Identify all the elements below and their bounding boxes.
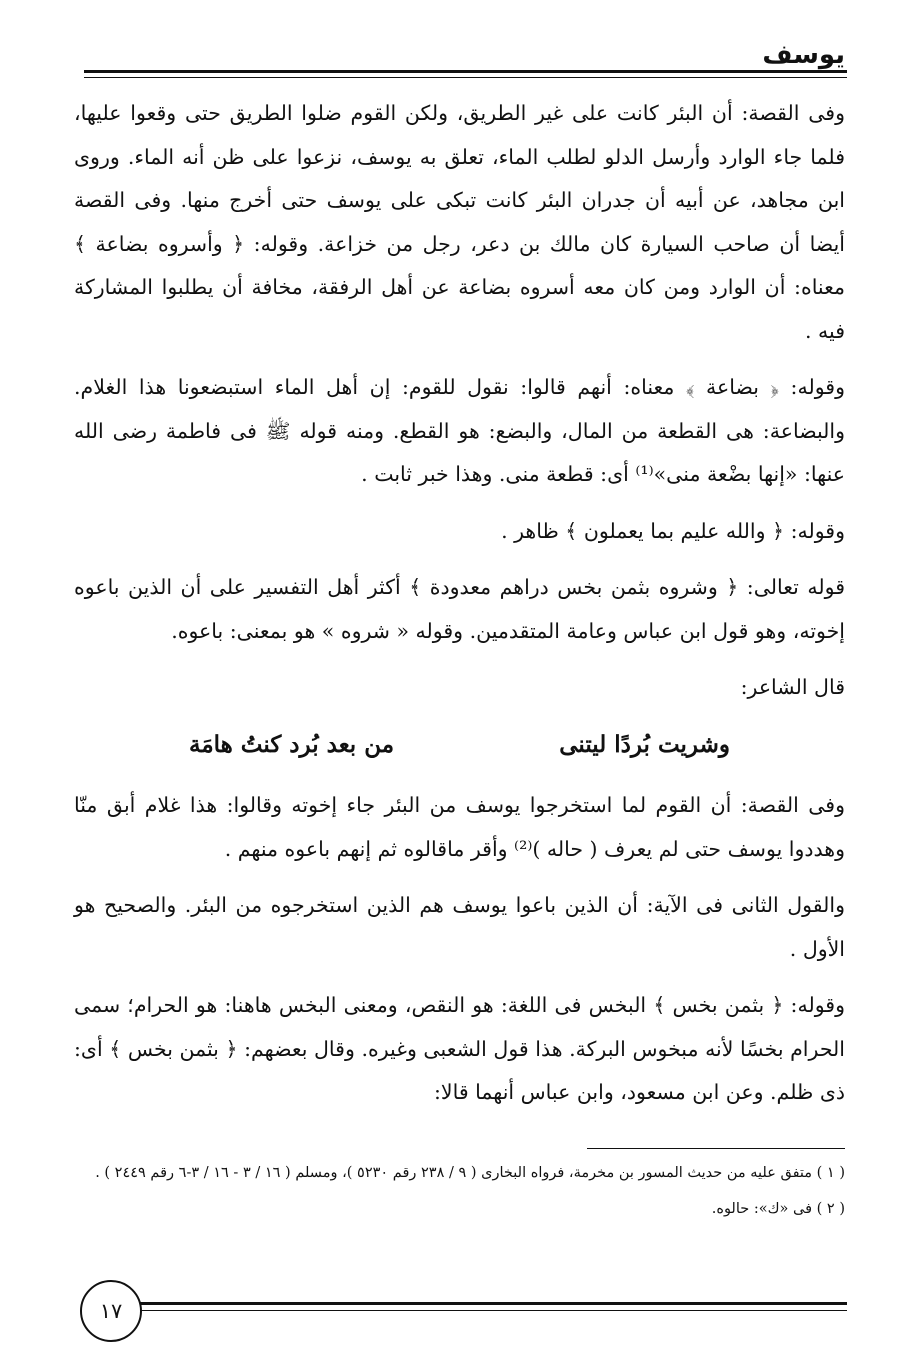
paragraph: قال الشاعر:: [740, 675, 845, 699]
footer-thick-rule: [138, 1302, 847, 1305]
poetry-verse: [189, 723, 730, 767]
footnote: ( ١ ) متفق عليه من حديث المسور بن مخرمة، فرواه البخارى ( ٩ / ٢٣٨ رقم ٥٢٣٠ )، ومسلم ( ١٦ / ٣ - ١٦ / ٣-٦ رقم ٢٤٤٩ ) .: [95, 1165, 845, 1181]
paragraph: والقول الثانى فى الآية: أن الذين باعوا يوسف هم الذين استخرجوه من البئر. والصحيح هو الأول .: [74, 893, 845, 961]
footnote-separator: [587, 1148, 845, 1149]
paragraph: وفى القصة: أن البئر كانت على غير الطريق، ولكن القوم ضلوا الطريق حتى وقعوا عليها، فلما جاء الوارد وأرسل الدلو لطلب الماء، تعلق به يوسف، نزعوا على ظن أنه الماء. وروى ابن مجاهد، عن أبيه أن جدران البئر كانت تبكى على يوسف حتى أخرج منها. وفى القصة أيضا أن صاحب السيارة كان مالك بن دعر، رجل من خزاعة. وقوله: ﴿ وأسروه بضاعة ﴾ معناه: أن الوارد ومن كان معه أسروه بضاعة عن أهل الرفقة، مخافة أن يطلبوا المشاركة فيه .: [74, 101, 845, 343]
page-number: ١٧: [80, 1280, 142, 1342]
verse-first-hemistich: وشريت بُردًا ليتنى: [559, 730, 730, 758]
footnote: ( ٢ ) فى «ك»: حالوه.: [711, 1201, 845, 1217]
paragraph: وقوله: ﴿ بثمن بخس ﴾ البخس فى اللغة: هو النقص، ومعنى البخس هاهنا: هو الحرام؛ سمى الحرام بخسًا لأنه مبخوس البركة. هذا قول الشعبى وغيره. وقال بعضهم: ﴿ بثمن بخس ﴾ أى: ذى ظلم. وعن ابن مسعود، وابن عباس أنهما قالا:: [74, 993, 845, 1104]
paragraph: قوله تعالى: ﴿ وشروه بثمن بخس دراهم معدودة ﴾ أكثر أهل التفسير على أن الذين باعوه إخوته، وهو قول ابن عباس وعامة المتقدمين. وقوله « شروه » هو بمعنى: باعوه.: [74, 575, 845, 643]
paragraph: وفى القصة: أن القوم لما استخرجوا يوسف من البئر جاء إخوته وقالوا: هذا غلام أبق منّا وهددوا يوسف حتى لم يعرف ( حاله )⁽²⁾ وأقر ماقالوه ثم إنهم باعوه منهم .: [74, 793, 845, 861]
header-thick-rule: [84, 70, 847, 73]
paragraph: وقوله: ﴿ والله عليم بما يعملون ﴾ ظاهر .: [501, 518, 845, 543]
footnotes: [74, 1157, 845, 1229]
paragraph: وقوله: ﴿ بضاعة ﴾ معناه: أنهم قالوا: نقول للقوم: إن أهل الماء استبضعونا هذا الغلام. والبضاعة: هى القطعة من المال، والبضع: هو القطع. ومنه قوله ﷺ فى فاطمة رضى الله عنها: «إنها بضْعة منى»⁽¹⁾ أى: قطعة منى. وهذا خبر ثابت .: [74, 375, 845, 486]
verse-second-hemistich: من بعد بُرد كنتُ هامَة: [189, 730, 395, 758]
main-text: [74, 92, 845, 1128]
footer-thin-rule: [138, 1310, 847, 1311]
header-thin-rule: [84, 77, 847, 78]
running-header-title: يوسف: [762, 40, 845, 70]
